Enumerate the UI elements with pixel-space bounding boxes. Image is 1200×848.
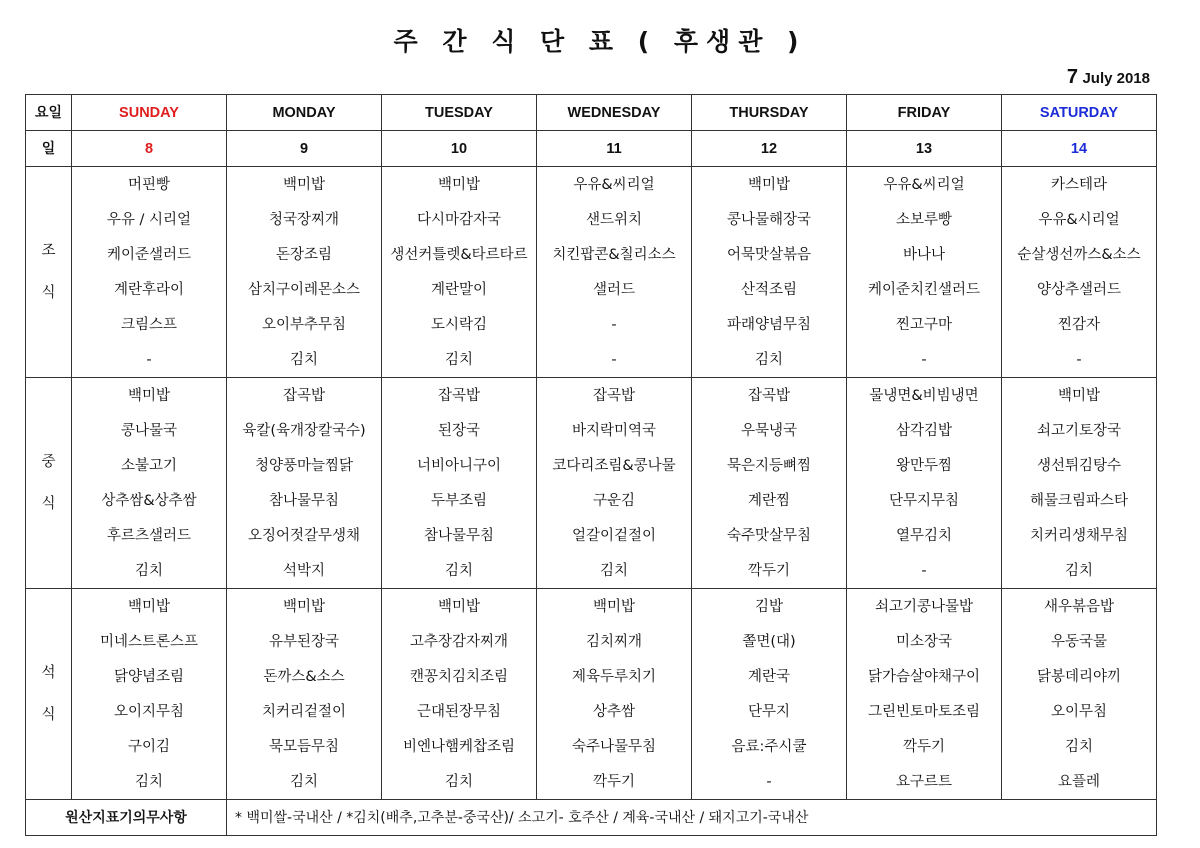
menu-item: 오이무침 <box>1002 694 1157 729</box>
menu-item: 잡곡밥 <box>537 378 692 414</box>
menu-item: 숙주나물무침 <box>537 729 692 764</box>
menu-item: 찐감자 <box>1002 307 1157 342</box>
meal-label-breakfast <box>26 167 72 378</box>
menu-item: 돈까스&소스 <box>227 659 382 694</box>
menu-item: 치커리생채무침 <box>1002 518 1157 553</box>
menu-row-dinner <box>26 589 1157 625</box>
meal-label-dinner <box>26 589 72 800</box>
menu-item: 구이김 <box>72 729 227 764</box>
menu-item: 케이준샐러드 <box>72 237 227 272</box>
menu-item: 김치찌개 <box>537 624 692 659</box>
menu-item: 된장국 <box>382 413 537 448</box>
menu-item: 바지락미역국 <box>537 413 692 448</box>
menu-item: 근대된장무침 <box>382 694 537 729</box>
menu-item: 계란국 <box>692 659 847 694</box>
date-label: 일 <box>26 131 72 167</box>
menu-item: 단무지 <box>692 694 847 729</box>
menu-item: 미소장국 <box>847 624 1002 659</box>
menu-item: - <box>72 342 227 378</box>
menu-item: 삼각김밥 <box>847 413 1002 448</box>
menu-item: 깍두기 <box>692 553 847 589</box>
date-month-year: July 2018 <box>1082 70 1150 87</box>
menu-item: 샌드위치 <box>537 202 692 237</box>
day-date-sunday: 8 <box>72 131 227 167</box>
menu-item: 카스테라 <box>1002 167 1157 203</box>
menu-item: 치킨팝콘&칠리소스 <box>537 237 692 272</box>
menu-row-dinner <box>26 764 1157 800</box>
menu-date <box>1067 66 1150 89</box>
menu-item: 백미밥 <box>1002 378 1157 414</box>
menu-item: 김치 <box>227 764 382 800</box>
origin-footer-row <box>26 800 1157 836</box>
menu-item: 계란후라이 <box>72 272 227 307</box>
menu-item: 육칼(육개장칼국수) <box>227 413 382 448</box>
menu-item: 오징어젓갈무생채 <box>227 518 382 553</box>
day-name-saturday: SATURDAY <box>1002 95 1157 131</box>
meal-label-char: 식 <box>41 285 56 301</box>
menu-item: 참나물무침 <box>227 483 382 518</box>
menu-item: 계란말이 <box>382 272 537 307</box>
day-name-wednesday: WEDNESDAY <box>537 95 692 131</box>
menu-item: 우묵냉국 <box>692 413 847 448</box>
menu-item: 잡곡밥 <box>692 378 847 414</box>
menu-item: 열무김치 <box>847 518 1002 553</box>
menu-item: 두부조림 <box>382 483 537 518</box>
menu-item: 김치 <box>227 342 382 378</box>
menu-item: 콩나물해장국 <box>692 202 847 237</box>
menu-item: 음료:주시쿨 <box>692 729 847 764</box>
menu-item: 청국장찌개 <box>227 202 382 237</box>
menu-item: 제육두루치기 <box>537 659 692 694</box>
menu-item: 잡곡밥 <box>382 378 537 414</box>
day-date-monday: 9 <box>227 131 382 167</box>
menu-item: 백미밥 <box>382 167 537 203</box>
menu-item: 쇠고기콩나물밥 <box>847 589 1002 625</box>
menu-row-lunch <box>26 518 1157 553</box>
menu-item: 김밥 <box>692 589 847 625</box>
menu-item: 생선튀김탕수 <box>1002 448 1157 483</box>
menu-item: 김치 <box>72 553 227 589</box>
menu-item: 상추쌈 <box>537 694 692 729</box>
day-name-sunday: SUNDAY <box>72 95 227 131</box>
menu-item: - <box>537 307 692 342</box>
menu-item: 묵은지등뼈찜 <box>692 448 847 483</box>
menu-item: 백미밥 <box>72 589 227 625</box>
day-date-friday: 13 <box>847 131 1002 167</box>
menu-item: 상추쌈&상추쌈 <box>72 483 227 518</box>
menu-item: 닭양념조림 <box>72 659 227 694</box>
day-date-wednesday: 11 <box>537 131 692 167</box>
day-name-friday: FRIDAY <box>847 95 1002 131</box>
menu-item: 잡곡밥 <box>227 378 382 414</box>
menu-item: 백미밥 <box>227 589 382 625</box>
menu-item: 유부된장국 <box>227 624 382 659</box>
menu-row-lunch <box>26 553 1157 589</box>
weekday-label: 요일 <box>26 95 72 131</box>
menu-item: 청양풍마늘찜닭 <box>227 448 382 483</box>
menu-item: 비엔나햄케찹조림 <box>382 729 537 764</box>
menu-item: 숙주맛살무침 <box>692 518 847 553</box>
menu-item: 김치 <box>537 553 692 589</box>
menu-item: 백미밥 <box>227 167 382 203</box>
origin-text: * 백미쌀-국내산 / *김치(배추,고추분-중국산)/ 소고기- 호주산 / 계육-국내산 / 돼지고기-국내산 <box>227 800 1157 836</box>
menu-item: 돈장조림 <box>227 237 382 272</box>
menu-row-breakfast <box>26 237 1157 272</box>
menu-item: 미네스트론스프 <box>72 624 227 659</box>
menu-item: 깍두기 <box>847 729 1002 764</box>
menu-item: 김치 <box>72 764 227 800</box>
meal-label-char: 조 <box>41 243 56 259</box>
menu-item: 케이준치킨샐러드 <box>847 272 1002 307</box>
menu-item: 코다리조림&콩나물 <box>537 448 692 483</box>
menu-item: 김치 <box>382 764 537 800</box>
menu-item: 순살생선까스&소스 <box>1002 237 1157 272</box>
menu-item: 쇠고기토장국 <box>1002 413 1157 448</box>
menu-item: 백미밥 <box>692 167 847 203</box>
menu-item: 구운김 <box>537 483 692 518</box>
menu-item: 생선커틀렛&타르타르 <box>382 237 537 272</box>
day-date-saturday: 14 <box>1002 131 1157 167</box>
menu-item: 얼갈이겉절이 <box>537 518 692 553</box>
menu-item: 묵모듬무침 <box>227 729 382 764</box>
meal-label-char: 중 <box>41 454 56 470</box>
menu-item: 후르츠샐러드 <box>72 518 227 553</box>
menu-row-dinner <box>26 659 1157 694</box>
menu-item: 산적조림 <box>692 272 847 307</box>
menu-item: 새우볶음밥 <box>1002 589 1157 625</box>
menu-item: 석박지 <box>227 553 382 589</box>
menu-item: 오이지무침 <box>72 694 227 729</box>
meal-label-char: 식 <box>41 707 56 723</box>
origin-label: 원산지표기의무사항 <box>26 800 227 836</box>
menu-item: 깍두기 <box>537 764 692 800</box>
menu-item: 우유&씨리얼 <box>847 167 1002 203</box>
menu-row-breakfast <box>26 272 1157 307</box>
menu-item: - <box>537 342 692 378</box>
date-row <box>26 131 1157 167</box>
menu-item: 백미밥 <box>382 589 537 625</box>
menu-item: 단무지무침 <box>847 483 1002 518</box>
menu-item: 김치 <box>692 342 847 378</box>
menu-row-dinner <box>26 729 1157 764</box>
weekday-row <box>26 95 1157 131</box>
menu-item: 바나나 <box>847 237 1002 272</box>
menu-item: 그린빈토마토조림 <box>847 694 1002 729</box>
weekly-menu-table <box>25 94 1157 836</box>
menu-item: 쫄면(대) <box>692 624 847 659</box>
menu-row-dinner <box>26 624 1157 659</box>
menu-row-lunch <box>26 378 1157 414</box>
menu-item: 백미밥 <box>537 589 692 625</box>
menu-item: 너비아니구이 <box>382 448 537 483</box>
menu-row-breakfast <box>26 307 1157 342</box>
day-date-thursday: 12 <box>692 131 847 167</box>
menu-item: 김치 <box>382 342 537 378</box>
menu-item: 왕만두찜 <box>847 448 1002 483</box>
menu-item: 해물크림파스타 <box>1002 483 1157 518</box>
menu-item: 물냉면&비빔냉면 <box>847 378 1002 414</box>
menu-row-breakfast <box>26 342 1157 378</box>
menu-item: 양상추샐러드 <box>1002 272 1157 307</box>
day-date-tuesday: 10 <box>382 131 537 167</box>
menu-item: 도시락김 <box>382 307 537 342</box>
day-name-monday: MONDAY <box>227 95 382 131</box>
menu-item: - <box>692 764 847 800</box>
menu-item: 요구르트 <box>847 764 1002 800</box>
menu-item: 우유 / 시리얼 <box>72 202 227 237</box>
menu-item: 찐고구마 <box>847 307 1002 342</box>
page-title: 주 간 식 단 표 ( 후생관 ) <box>393 27 807 56</box>
menu-item: 소불고기 <box>72 448 227 483</box>
menu-item: 김치 <box>1002 729 1157 764</box>
menu-item: 우유&시리얼 <box>1002 202 1157 237</box>
menu-item: 크림스프 <box>72 307 227 342</box>
menu-item: 다시마감자국 <box>382 202 537 237</box>
menu-item: 샐러드 <box>537 272 692 307</box>
menu-item: 고추장감자찌개 <box>382 624 537 659</box>
menu-item: 김치 <box>382 553 537 589</box>
menu-item: 닭봉데리야끼 <box>1002 659 1157 694</box>
menu-row-lunch <box>26 413 1157 448</box>
day-name-thursday: THURSDAY <box>692 95 847 131</box>
menu-item: 파래양념무침 <box>692 307 847 342</box>
menu-item: 콩나물국 <box>72 413 227 448</box>
menu-item: 참나물무침 <box>382 518 537 553</box>
menu-row-dinner <box>26 694 1157 729</box>
date-day: 7 <box>1066 66 1078 88</box>
menu-item: - <box>847 342 1002 378</box>
menu-item: 머핀빵 <box>72 167 227 203</box>
day-name-tuesday: TUESDAY <box>382 95 537 131</box>
menu-row-lunch <box>26 483 1157 518</box>
menu-item: 삼치구이레몬소스 <box>227 272 382 307</box>
menu-item: 오이부추무침 <box>227 307 382 342</box>
menu-row-lunch <box>26 448 1157 483</box>
menu-item: - <box>1002 342 1157 378</box>
menu-item: 우동국물 <box>1002 624 1157 659</box>
meal-label-lunch <box>26 378 72 589</box>
menu-row-breakfast <box>26 167 1157 203</box>
menu-body <box>26 167 1157 800</box>
menu-item: 백미밥 <box>72 378 227 414</box>
meal-label-char: 석 <box>41 665 56 681</box>
menu-item: 김치 <box>1002 553 1157 589</box>
menu-item: 치커리겉절이 <box>227 694 382 729</box>
menu-item: 우유&씨리얼 <box>537 167 692 203</box>
menu-item: - <box>847 553 1002 589</box>
menu-item: 캔꽁치김치조림 <box>382 659 537 694</box>
menu-item: 요플레 <box>1002 764 1157 800</box>
menu-item: 어묵맛살볶음 <box>692 237 847 272</box>
meal-label-char: 식 <box>41 496 56 512</box>
menu-item: 계란찜 <box>692 483 847 518</box>
menu-item: 소보루빵 <box>847 202 1002 237</box>
menu-item: 닭가슴살야채구이 <box>847 659 1002 694</box>
menu-row-breakfast <box>26 202 1157 237</box>
